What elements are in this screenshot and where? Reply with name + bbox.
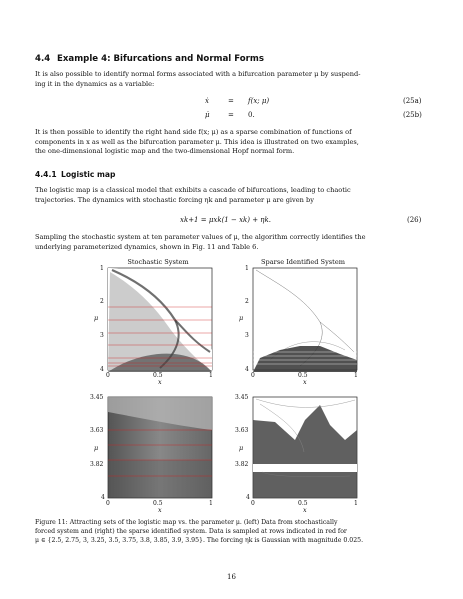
panel-title-right: Sparse Identified System	[261, 258, 345, 266]
paragraph-line: It is then possible to identify the right hand side f(x; μ) as a sparse combination of functions of	[35, 128, 352, 136]
paragraph-line: Sampling the stochastic system at ten parameter values of μ, the algorithm correctly identifies the	[35, 233, 366, 241]
eq25a-number: (25a)	[403, 97, 422, 105]
figure-caption	[35, 518, 427, 545]
ytick: 1	[245, 265, 249, 272]
eq25b-rhs: 0.	[248, 111, 255, 119]
ytick: 2	[245, 298, 249, 305]
xtick: 0.5	[298, 500, 308, 507]
ylabel-mu: μ	[94, 314, 99, 322]
xtick: 0.5	[153, 500, 163, 507]
eq26-body: xk+1 = μxk(1 − xk) + ηk.	[180, 216, 271, 224]
ytick: 3	[100, 332, 104, 339]
eq25b-lhs: μ̇	[205, 111, 210, 119]
caption-line: Figure 11: Attracting sets of the logistic map vs. the parameter μ. (left) Data from stochastically	[35, 519, 338, 526]
xtick: 1	[209, 372, 213, 379]
xlabel-x: x	[158, 506, 162, 514]
ytick: 3.63	[235, 427, 249, 434]
ytick: 3.63	[90, 427, 104, 434]
subsection-number: 4.4.1	[35, 170, 57, 179]
ylabel-mu: μ	[239, 444, 244, 452]
xlabel-x: x	[158, 378, 162, 386]
panel-identified-bottom	[253, 397, 357, 498]
periodic-window	[253, 464, 357, 472]
intro-line: It is also possible to identify normal forms associated with a bifurcation parameter μ by suspend-	[35, 70, 361, 78]
ylabel-mu: μ	[94, 444, 99, 452]
intro-line: ing it in the dynamics as a variable:	[35, 79, 155, 88]
xtick: 1	[209, 500, 213, 507]
eq25a-rhs: f(x; μ)	[248, 97, 270, 105]
paragraph-line: underlying parameterized dynamics, shown in Fig. 11 and Table 6.	[35, 242, 259, 251]
ytick: 3.45	[235, 394, 249, 401]
eq25b-number: (25b)	[403, 111, 422, 119]
xtick: 1	[354, 372, 358, 379]
xlabel-x: x	[303, 378, 307, 386]
eq25a-lhs: ẋ	[205, 97, 209, 105]
paragraph-line: trajectories. The dynamics with stochastic forcing ηk and parameter μ are given by	[35, 195, 314, 204]
xtick: 1	[354, 500, 358, 507]
ylabel-mu: μ	[239, 314, 244, 322]
paragraph-line: The logistic map is a classical model that exhibits a cascade of bifurcations, leading to chaotic	[35, 186, 351, 194]
caption-line: μ ∈ {2.5, 2.75, 3, 3.25, 3.5, 3.75, 3.8, 3.85, 3.9, 3.95}. The forcing ηk is Gaussian with magnitude 0.025.	[35, 537, 364, 544]
ytick: 4	[246, 494, 250, 501]
xtick: 0.5	[298, 372, 308, 379]
section-title: Example 4: Bifurcations and Normal Forms	[57, 54, 264, 64]
ytick: 4	[100, 366, 104, 373]
xlabel-x: x	[303, 506, 307, 514]
panel-stochastic-bottom	[108, 397, 212, 498]
paragraph-line: components in x as well as the bifurcation parameter μ. This idea is illustrated on two examples,	[35, 137, 359, 146]
paragraph-line: the one-dimensional logistic map and the two-dimensional Hopf normal form.	[35, 147, 295, 156]
lower-dark-region	[108, 460, 212, 498]
ytick: 2	[100, 298, 104, 305]
panel-title-left: Stochastic System	[127, 258, 189, 266]
xtick: 0	[251, 500, 255, 507]
caption-line: forced system and (right) the sparse identified system. Data is sampled at rows indicated in red for	[35, 528, 347, 535]
ytick: 3.45	[90, 394, 104, 401]
xtick: 0	[106, 372, 110, 379]
panel-stochastic-top	[108, 268, 212, 372]
eq26-number: (26)	[407, 216, 422, 224]
eq25a-equals: =	[228, 97, 234, 105]
xtick: 0.5	[153, 372, 163, 379]
section-number: 4.4	[35, 54, 51, 64]
xtick: 0	[251, 372, 255, 379]
ytick: 1	[100, 265, 104, 272]
ytick: 4	[245, 366, 249, 373]
subsection-title: Logistic map	[61, 170, 116, 179]
xtick: 0	[106, 500, 110, 507]
ytick: 3.82	[90, 461, 104, 468]
ytick: 3.82	[235, 461, 249, 468]
page-number: 16	[227, 573, 236, 581]
ytick: 4	[101, 494, 105, 501]
panel-identified-top	[253, 268, 357, 372]
ytick: 3	[245, 332, 249, 339]
eq25b-equals: =	[228, 111, 234, 119]
